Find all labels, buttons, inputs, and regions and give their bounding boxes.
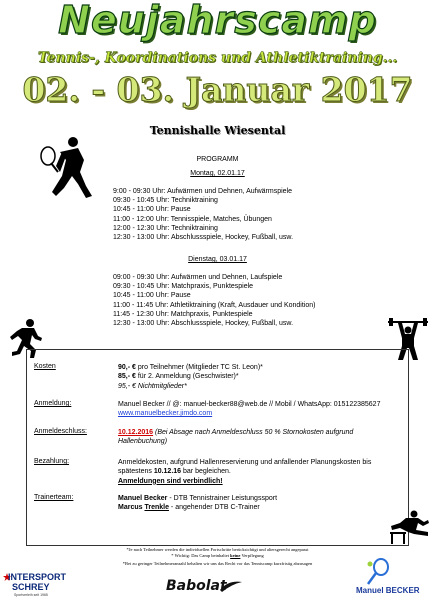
racket-icon: [364, 558, 392, 586]
payment-date: 10.12.16: [153, 468, 182, 476]
deadline-note: (Bei Absage nach Anmeldeschluss 50 % Stornokosten aufgrund: [153, 429, 354, 436]
camp-title: Neujahrscamp: [58, 0, 377, 42]
schedule-item: 11:00 - 12:00 Uhr: Tennisspiele, Matches, Übungen: [113, 215, 272, 223]
registration-contact: Manuel Becker // @: manuel-becker88@web.de // Mobil / WhatsApp: 015122385627: [118, 401, 381, 408]
footnote-2-a: * Wichtig: Das Camp beinhaltet: [171, 553, 231, 558]
trainer-label: Trainerteam:: [34, 494, 74, 501]
footnote-2-c: Verpflegung: [240, 553, 264, 558]
website-link[interactable]: www.manuelbecker.jimdo.com: [118, 410, 213, 418]
payment-values: [118, 458, 371, 486]
camp-venue: Tennishalle Wiesental: [149, 124, 286, 137]
schedule-item: 11:00 - 11:45 Uhr: Athletiktraining (Kraft, Ausdauer und Kondition): [113, 301, 316, 309]
camp-date: 02. - 03. Januar 2017: [22, 70, 413, 109]
intersport-logo: INTERSPORT: [8, 572, 67, 582]
deadline-values: [118, 428, 353, 447]
schedule-monday: [113, 187, 293, 242]
schedule-item: 12:00 - 12:30 Uhr: Techniktraining: [113, 224, 218, 232]
payment-label: Bezahlung:: [34, 458, 70, 465]
schedule-tuesday: [113, 273, 315, 328]
schrey-tagline: Sportverleih seit 1965: [14, 593, 48, 597]
cost-nonmember: 95,- € Nichtmitglieder*: [118, 382, 187, 390]
program-heading: PROGRAMM: [196, 156, 239, 163]
schedule-item: 09:30 - 10:45 Uhr: Techniktraining: [113, 197, 218, 205]
trainer-1-name: Manuel Becker: [118, 495, 168, 502]
footnote-1: *Je nach Teilnehmer werden die individuellen Fortschritte berücksichtigt und altersgerecht angepasst: [126, 547, 309, 552]
tennis-player-icon: [38, 136, 98, 200]
costs-label: Kosten: [34, 363, 56, 370]
deadline-label: Anmeldeschluss:: [34, 428, 87, 435]
trainer-values: [118, 494, 277, 513]
schedule-item: 12:30 - 13:00 Uhr: Abschlussspiele, Hockey, Fußball, usw.: [113, 234, 294, 242]
schedule-item: 12:30 - 13:00 Uhr: Abschlussspiele, Hockey, Fußball, usw.: [113, 320, 294, 328]
deadline-note-cont: Hallenbuchung): [118, 438, 168, 446]
cost-sibling: 85,- €: [118, 373, 136, 381]
trainer-1-role: - DTB Tennistrainer Leistungssport: [167, 495, 278, 502]
cost-member: 90,- €: [118, 364, 136, 371]
schrey-logo: SCHREY: [12, 582, 50, 592]
footnote-3: *Bei zu geringer Teilnehmeranzahl behalten wir uns das Recht vor das Tenniscamp kurzfristig abzusagen: [122, 561, 313, 566]
cost-sibling-desc: für 2. Anmeldung (Geschwister)*: [135, 373, 239, 381]
trainer-2-last: Trenkle: [144, 504, 169, 512]
payment-text-pre: spätestens: [118, 468, 154, 476]
binding-notice: Anmeldungen sind verbindlich!: [118, 477, 223, 485]
cost-member-desc: pro Teilnehmer (Mitglieder TC St. Leon)*: [135, 364, 263, 371]
payment-text-post: bar begleichen.: [181, 468, 231, 476]
schedule-item: 09:00 - 09:30 Uhr: Aufwärmen und Dehnen, Laufspiele: [113, 274, 283, 281]
schedule-item: 10:45 - 11:00 Uhr: Pause: [113, 292, 191, 300]
trainer-2-role: - angehender DTB C-Trainer: [168, 504, 260, 512]
day-label-tuesday: Dienstag, 03.01.17: [188, 256, 247, 263]
registration-values: [118, 400, 380, 419]
payment-text: Anmeldekosten, aufgrund Hallenreservierung und anfallender Planungskosten bis: [118, 459, 372, 466]
trainer-2-first: Marcus: [118, 504, 145, 512]
schedule-item: 10:45 - 11:00 Uhr: Pause: [113, 206, 191, 214]
registration-label: Anmeldung:: [34, 400, 72, 407]
babolat-logo: Babolat: [166, 578, 227, 594]
schedule-item: 9:00 - 09:30 Uhr: Aufwärmen und Dehnen, Aufwärmspiele: [113, 188, 292, 195]
schedule-item: 09:30 - 10:45 Uhr: Matchpraxis, Punktespiele: [113, 283, 254, 291]
deadline-date: 10.12.2016: [118, 429, 154, 436]
camp-subtitle: Tennis-, Koordinations und Athletiktraining...: [37, 50, 398, 66]
hurdler-icon: [388, 510, 430, 544]
day-label-monday: Montag, 02.01.17: [190, 170, 245, 177]
costs-values: [118, 363, 263, 391]
schedule-item: 11:45 - 12:30 Uhr: Matchpraxis, Punktespiele: [113, 310, 253, 318]
manuel-becker-logo: Manuel BECKER: [356, 586, 420, 595]
footnote-2-keine: keine: [230, 553, 241, 558]
